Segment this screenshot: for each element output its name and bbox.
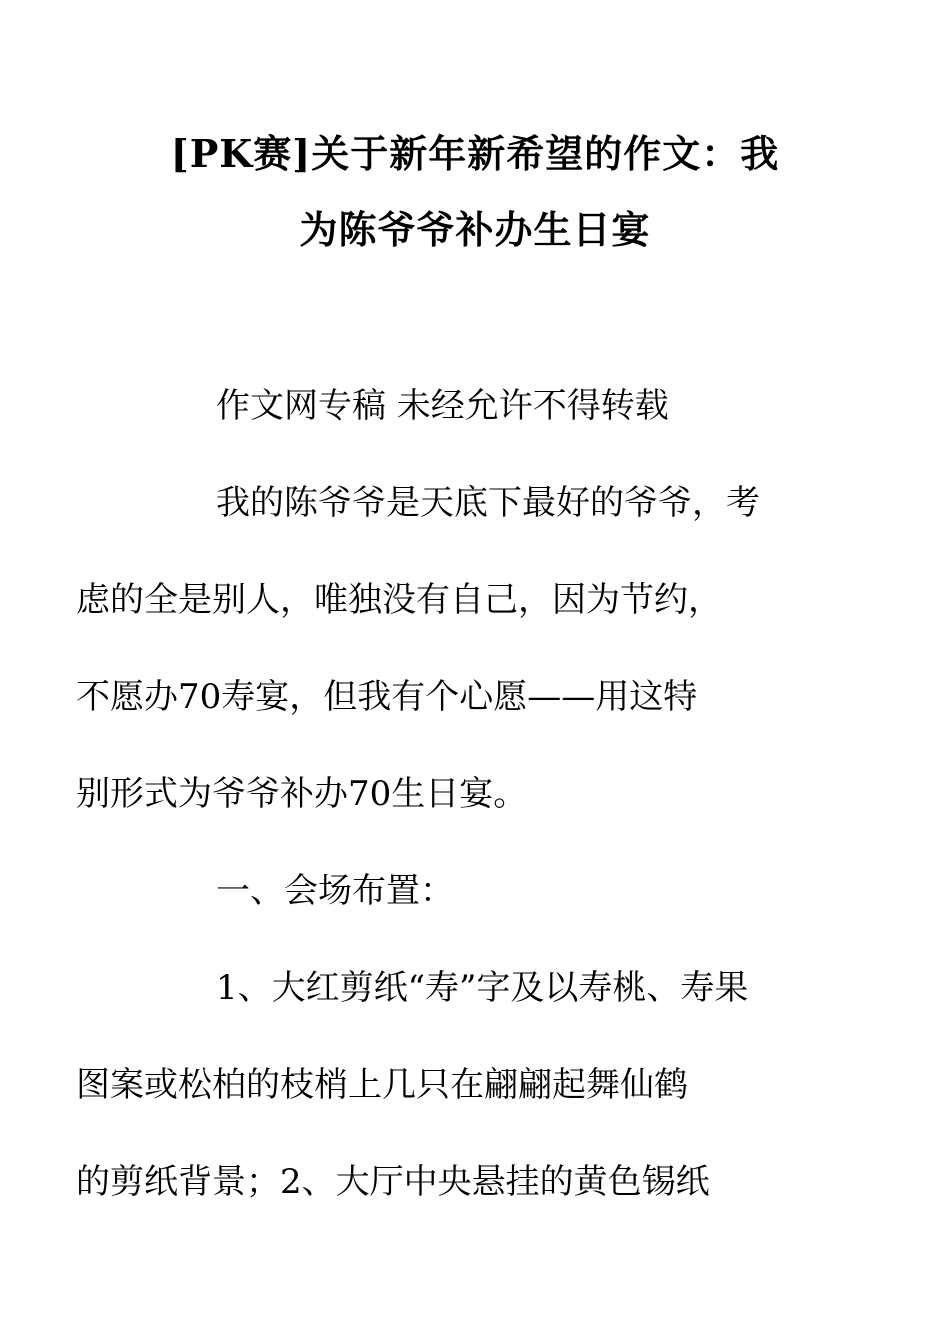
document-body xyxy=(76,358,806,1231)
text-line: 我的陈爷爷是天底下最好的爷爷，考 xyxy=(216,483,760,523)
paragraph-intro xyxy=(76,455,806,843)
paragraph-section-heading xyxy=(146,843,806,940)
text-line: 虑的全是别人，唯独没有自己，因为节约， xyxy=(76,580,722,620)
title-line: [PK赛]关于新年新希望的作文：我 xyxy=(170,131,780,176)
text-line: 图案或松柏的枝梢上几只在翩翩起舞仙鹤 xyxy=(76,1065,688,1105)
title-line: 为陈爷爷补办生日宴 xyxy=(299,207,651,252)
text-line: 1、大红剪纸“寿”字及以寿桃、寿果 xyxy=(216,968,749,1008)
text-line: 别形式为爷爷补办70生日宴。 xyxy=(76,774,528,814)
text-line: 的剪纸背景；2、大厅中央悬挂的黄色锡纸 xyxy=(76,1162,710,1202)
text-line: 一、会场布置： xyxy=(216,871,454,911)
paragraph-notice xyxy=(146,358,806,455)
text-line: 不愿办70寿宴，但我有个心愿——用这特 xyxy=(76,677,698,717)
text-line: 作文网专稿 未经允许不得转载 xyxy=(216,386,669,426)
document-title xyxy=(140,116,810,268)
paragraph-item-1 xyxy=(76,940,806,1231)
